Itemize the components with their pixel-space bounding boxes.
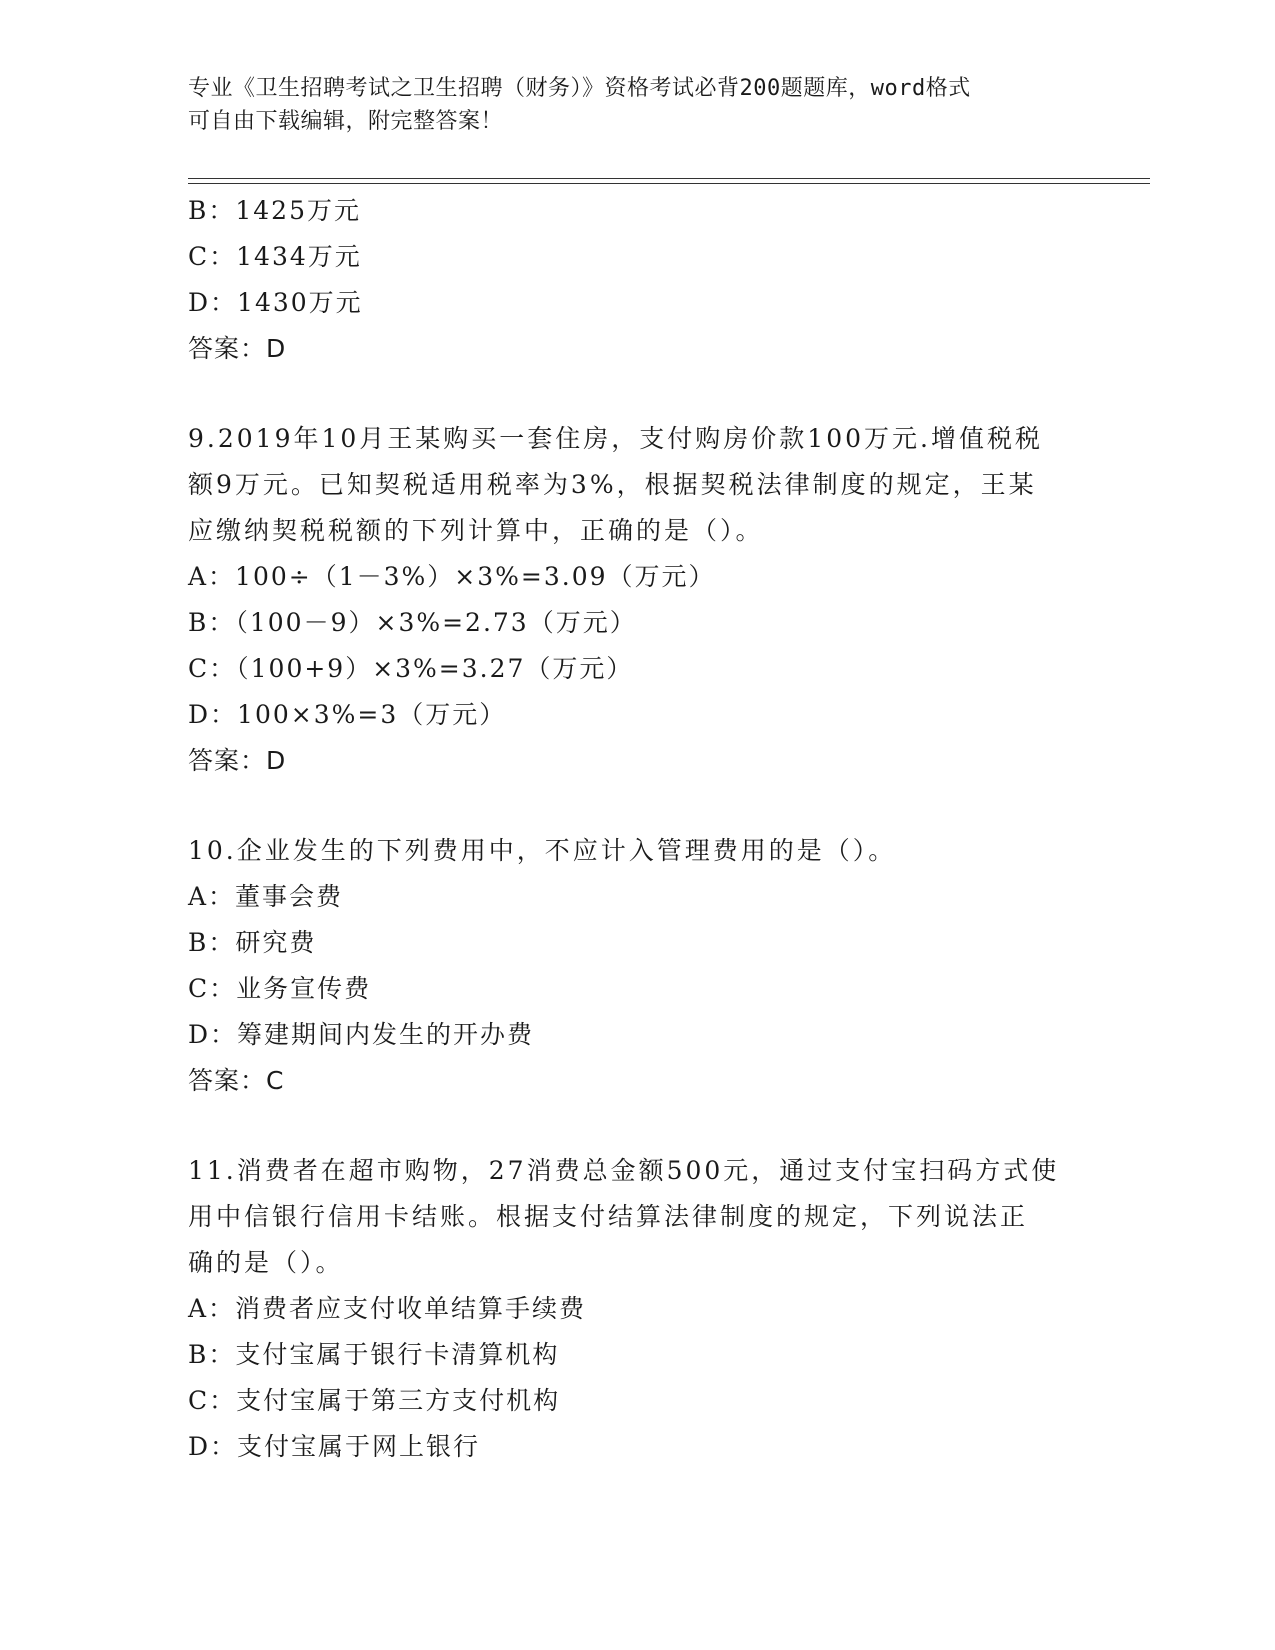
- document-body: [188, 188, 1088, 1470]
- question-stem-line: 额9万元。已知契税适用税率为3%，根据契税法律制度的规定，王某: [188, 470, 1037, 499]
- option-b: B：研究费: [188, 928, 317, 957]
- question-stem-line: 10.企业发生的下列费用中，不应计入管理费用的是（）。: [188, 836, 897, 865]
- option-a: A：消费者应支付收单结算手续费: [188, 1294, 587, 1323]
- spacer: [188, 784, 1088, 828]
- document-header: [188, 72, 1088, 138]
- option-a: A：100÷（1－3%）×3%=3.09（万元）: [188, 562, 716, 591]
- answer: 答案：D: [188, 746, 287, 775]
- option-d: D：100×3%=3（万元）: [188, 700, 507, 729]
- answer: 答案：C: [188, 1066, 285, 1095]
- option-b: B：（100－9）×3%=2.73（万元）: [188, 608, 637, 637]
- option-b: B：支付宝属于银行卡清算机构: [188, 1340, 560, 1369]
- option-b: B：1425万元: [188, 196, 361, 225]
- question-9: [188, 416, 1078, 784]
- question-8-continuation: [188, 188, 1078, 372]
- answer: 答案：D: [188, 334, 287, 363]
- option-c: C：1434万元: [188, 242, 362, 271]
- option-d: D：支付宝属于网上银行: [188, 1432, 481, 1461]
- question-stem-line: 确的是（）。: [188, 1248, 344, 1277]
- question-stem-line: 11.消费者在超市购物，27消费总金额500元，通过支付宝扫码方式使: [188, 1156, 1060, 1185]
- header-divider: [188, 178, 1150, 184]
- spacer: [188, 372, 1088, 416]
- option-c: C：支付宝属于第三方支付机构: [188, 1386, 561, 1415]
- question-stem-line: 用中信银行信用卡结账。根据支付结算法律制度的规定，下列说法正: [188, 1202, 1029, 1231]
- header-line-2: 可自由下载编辑，附完整答案！: [188, 109, 504, 134]
- spacer: [188, 1104, 1088, 1148]
- question-11: [188, 1148, 1078, 1470]
- option-d: D：1430万元: [188, 288, 363, 317]
- question-stem-line: 9.2019年10月王某购买一套住房，支付购房价款100万元.增值税税: [188, 424, 1043, 453]
- option-d: D：筹建期间内发生的开办费: [188, 1020, 535, 1049]
- option-c: C：业务宣传费: [188, 974, 372, 1003]
- option-c: C：（100+9）×3%=3.27（万元）: [188, 654, 634, 683]
- header-line-1: 专业《卫生招聘考试之卫生招聘（财务）》资格考试必背200题题库，word格式: [188, 76, 971, 101]
- question-10: [188, 828, 1078, 1104]
- option-a: A：董事会费: [188, 882, 344, 911]
- question-stem-line: 应缴纳契税税额的下列计算中，正确的是（）。: [188, 516, 764, 545]
